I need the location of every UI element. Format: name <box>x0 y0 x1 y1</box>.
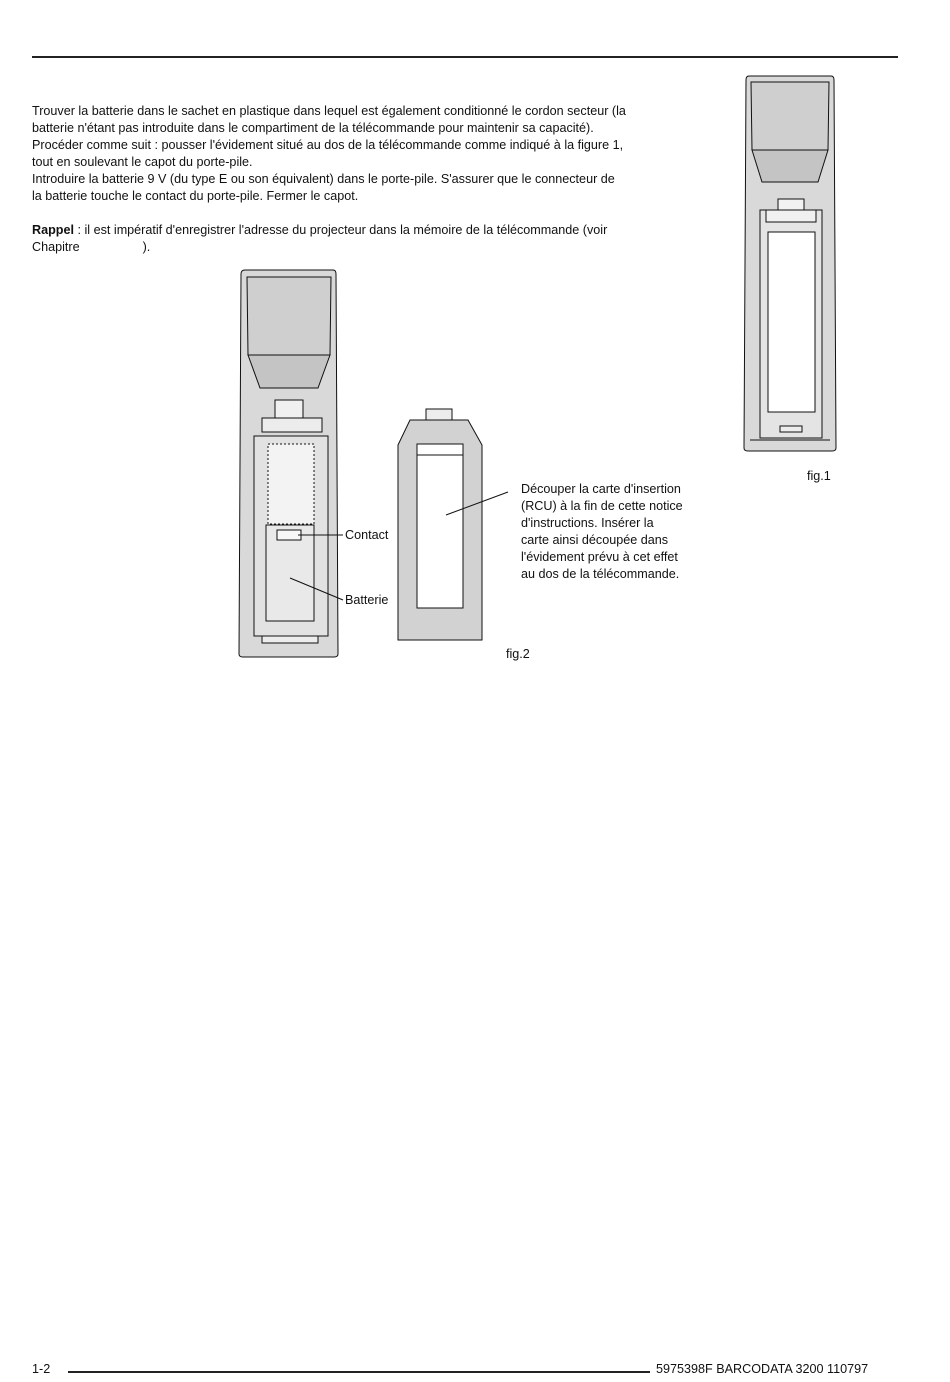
battery-label: Batterie <box>345 593 389 607</box>
text-line: Procéder comme suit : pousser l'évidement situé au dos de la télécommande comme indiqué à la figure 1, <box>32 138 624 152</box>
document-reference: 5975398F BARCODATA 3200 110797 <box>656 1362 869 1376</box>
text-line: tout en soulevant le capot du porte-pile. <box>32 155 253 169</box>
remote-fig1-illustration <box>744 76 836 451</box>
page-number: 1-2 <box>32 1362 51 1376</box>
callout-line: (RCU) à la fin de cette notice <box>521 499 683 513</box>
fig1-caption: fig.1 <box>807 469 831 483</box>
callout-line: l'évidement prévu à cet effet <box>521 550 678 564</box>
footer-rule <box>68 1371 650 1373</box>
callout-line: carte ainsi découpée dans <box>521 533 669 547</box>
fig2-caption: fig.2 <box>506 647 530 661</box>
contact-label: Contact <box>345 528 389 542</box>
reminder-label: Rappel <box>32 223 74 237</box>
insert-card-callout <box>521 481 711 583</box>
remote-fig2-left-illustration <box>239 270 343 657</box>
reminder-text: : il est impératif d'enregistrer l'adresse du projecteur dans la mémoire de la télécommande (voir <box>74 223 608 237</box>
reminder-text-2: Chapitre ). <box>32 240 151 254</box>
text-line: Trouver la batterie dans le sachet en plastique dans lequel est également conditionné le cordon secteur (la <box>32 104 626 118</box>
text-line: la batterie touche le contact du porte-pile. Fermer le capot. <box>32 189 359 203</box>
text-line: Introduire la batterie 9 V (du type E ou son équivalent) dans le porte-pile. S'assurer que le connecteur de <box>32 172 615 186</box>
callout-line: Découper la carte d'insertion <box>521 482 681 496</box>
battery-cover-illustration <box>398 409 508 640</box>
callout-line: au dos de la télécommande. <box>521 567 680 581</box>
callout-line: d'instructions. Insérer la <box>521 516 654 530</box>
text-line: batterie n'étant pas introduite dans le compartiment de la télécommande pour maintenir sa capacité). <box>32 121 594 135</box>
